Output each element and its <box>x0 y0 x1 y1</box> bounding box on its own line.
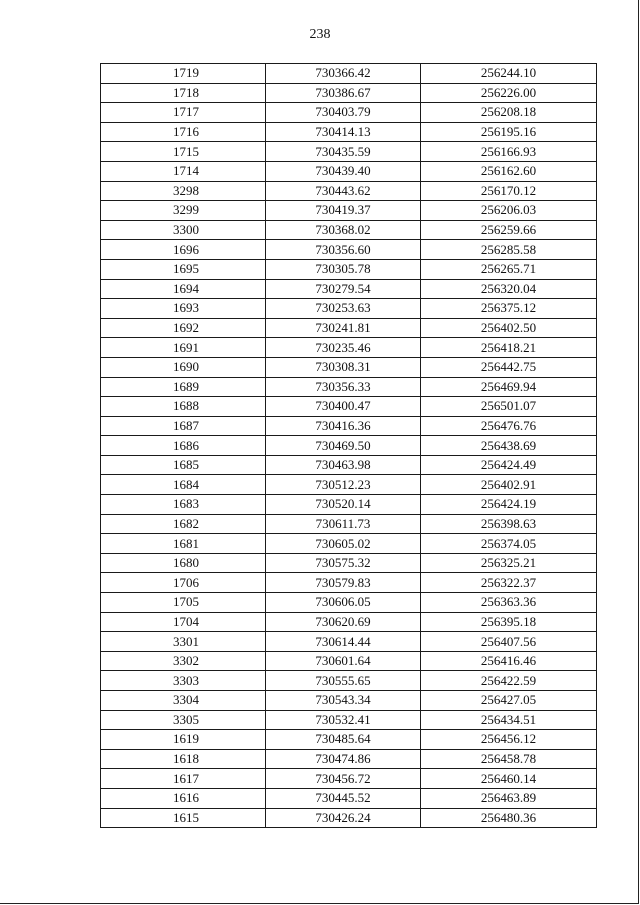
point-number-cell: 1706 <box>101 573 266 593</box>
table-row <box>101 397 597 417</box>
y-coordinate-cell: 256480.36 <box>421 808 597 828</box>
x-coordinate-cell: 730426.24 <box>266 808 421 828</box>
y-coordinate-cell: 256395.18 <box>421 612 597 632</box>
table-row <box>101 749 597 769</box>
y-coordinate-cell: 256244.10 <box>421 64 597 84</box>
x-coordinate-cell: 730445.52 <box>266 788 421 808</box>
table-row <box>101 357 597 377</box>
y-coordinate-cell: 256265.71 <box>421 259 597 279</box>
point-number-cell: 1682 <box>101 514 266 534</box>
y-coordinate-cell: 256456.12 <box>421 730 597 750</box>
y-coordinate-cell: 256322.37 <box>421 573 597 593</box>
point-number-cell: 1695 <box>101 259 266 279</box>
x-coordinate-cell: 730253.63 <box>266 299 421 319</box>
point-number-cell: 1716 <box>101 122 266 142</box>
table-row <box>101 691 597 711</box>
table-row <box>101 495 597 515</box>
table-row <box>101 651 597 671</box>
y-coordinate-cell: 256476.76 <box>421 416 597 436</box>
x-coordinate-cell: 730386.67 <box>266 83 421 103</box>
table-row <box>101 299 597 319</box>
x-coordinate-cell: 730439.40 <box>266 161 421 181</box>
x-coordinate-cell: 730532.41 <box>266 710 421 730</box>
y-coordinate-cell: 256325.21 <box>421 553 597 573</box>
x-coordinate-cell: 730366.42 <box>266 64 421 84</box>
x-coordinate-cell: 730601.64 <box>266 651 421 671</box>
x-coordinate-cell: 730356.60 <box>266 240 421 260</box>
point-number-cell: 1681 <box>101 534 266 554</box>
table-row <box>101 220 597 240</box>
table-row <box>101 436 597 456</box>
x-coordinate-cell: 730485.64 <box>266 730 421 750</box>
point-number-cell: 1686 <box>101 436 266 456</box>
point-number-cell: 1689 <box>101 377 266 397</box>
coordinates-table <box>100 63 597 828</box>
table-row <box>101 201 597 221</box>
table-row <box>101 240 597 260</box>
table-row <box>101 769 597 789</box>
y-coordinate-cell: 256375.12 <box>421 299 597 319</box>
point-number-cell: 1705 <box>101 593 266 613</box>
table-row <box>101 83 597 103</box>
y-coordinate-cell: 256285.58 <box>421 240 597 260</box>
x-coordinate-cell: 730620.69 <box>266 612 421 632</box>
table-row <box>101 514 597 534</box>
x-coordinate-cell: 730416.36 <box>266 416 421 436</box>
y-coordinate-cell: 256438.69 <box>421 436 597 456</box>
table-row <box>101 64 597 84</box>
y-coordinate-cell: 256407.56 <box>421 632 597 652</box>
point-number-cell: 1683 <box>101 495 266 515</box>
table-row <box>101 103 597 123</box>
x-coordinate-cell: 730606.05 <box>266 593 421 613</box>
x-coordinate-cell: 730579.83 <box>266 573 421 593</box>
x-coordinate-cell: 730469.50 <box>266 436 421 456</box>
table-row <box>101 632 597 652</box>
table-row <box>101 377 597 397</box>
table-row <box>101 122 597 142</box>
table-row <box>101 730 597 750</box>
point-number-cell: 1715 <box>101 142 266 162</box>
table-row <box>101 142 597 162</box>
point-number-cell: 3300 <box>101 220 266 240</box>
x-coordinate-cell: 730456.72 <box>266 769 421 789</box>
table-row <box>101 181 597 201</box>
y-coordinate-cell: 256363.36 <box>421 593 597 613</box>
table-row <box>101 671 597 691</box>
table-row <box>101 338 597 358</box>
point-number-cell: 3304 <box>101 691 266 711</box>
y-coordinate-cell: 256427.05 <box>421 691 597 711</box>
point-number-cell: 1687 <box>101 416 266 436</box>
table-row <box>101 279 597 299</box>
x-coordinate-cell: 730474.86 <box>266 749 421 769</box>
page-number: 238 <box>309 27 331 42</box>
point-number-cell: 1692 <box>101 318 266 338</box>
x-coordinate-cell: 730356.33 <box>266 377 421 397</box>
y-coordinate-cell: 256226.00 <box>421 83 597 103</box>
point-number-cell: 1615 <box>101 808 266 828</box>
point-number-cell: 3299 <box>101 201 266 221</box>
x-coordinate-cell: 730419.37 <box>266 201 421 221</box>
y-coordinate-cell: 256460.14 <box>421 769 597 789</box>
y-coordinate-cell: 256398.63 <box>421 514 597 534</box>
point-number-cell: 1688 <box>101 397 266 417</box>
table-row <box>101 612 597 632</box>
point-number-cell: 1616 <box>101 788 266 808</box>
y-coordinate-cell: 256416.46 <box>421 651 597 671</box>
x-coordinate-cell: 730305.78 <box>266 259 421 279</box>
x-coordinate-cell: 730512.23 <box>266 475 421 495</box>
table-row <box>101 534 597 554</box>
point-number-cell: 1691 <box>101 338 266 358</box>
x-coordinate-cell: 730400.47 <box>266 397 421 417</box>
x-coordinate-cell: 730241.81 <box>266 318 421 338</box>
y-coordinate-cell: 256259.66 <box>421 220 597 240</box>
y-coordinate-cell: 256170.12 <box>421 181 597 201</box>
x-coordinate-cell: 730611.73 <box>266 514 421 534</box>
y-coordinate-cell: 256424.19 <box>421 495 597 515</box>
point-number-cell: 1684 <box>101 475 266 495</box>
y-coordinate-cell: 256402.91 <box>421 475 597 495</box>
point-number-cell: 1693 <box>101 299 266 319</box>
table-row <box>101 573 597 593</box>
y-coordinate-cell: 256206.03 <box>421 201 597 221</box>
point-number-cell: 1717 <box>101 103 266 123</box>
point-number-cell: 3305 <box>101 710 266 730</box>
y-coordinate-cell: 256166.93 <box>421 142 597 162</box>
y-coordinate-cell: 256162.60 <box>421 161 597 181</box>
y-coordinate-cell: 256374.05 <box>421 534 597 554</box>
x-coordinate-cell: 730605.02 <box>266 534 421 554</box>
point-number-cell: 1617 <box>101 769 266 789</box>
x-coordinate-cell: 730614.44 <box>266 632 421 652</box>
coordinates-table-body <box>101 64 597 828</box>
x-coordinate-cell: 730403.79 <box>266 103 421 123</box>
x-coordinate-cell: 730414.13 <box>266 122 421 142</box>
x-coordinate-cell: 730279.54 <box>266 279 421 299</box>
table-row <box>101 259 597 279</box>
y-coordinate-cell: 256418.21 <box>421 338 597 358</box>
table-row <box>101 788 597 808</box>
point-number-cell: 3301 <box>101 632 266 652</box>
y-coordinate-cell: 256458.78 <box>421 749 597 769</box>
y-coordinate-cell: 256463.89 <box>421 788 597 808</box>
y-coordinate-cell: 256402.50 <box>421 318 597 338</box>
point-number-cell: 1680 <box>101 553 266 573</box>
point-number-cell: 1704 <box>101 612 266 632</box>
table-row <box>101 416 597 436</box>
x-coordinate-cell: 730463.98 <box>266 455 421 475</box>
x-coordinate-cell: 730543.34 <box>266 691 421 711</box>
point-number-cell: 1694 <box>101 279 266 299</box>
table-row <box>101 455 597 475</box>
point-number-cell: 3303 <box>101 671 266 691</box>
table-row <box>101 318 597 338</box>
table-row <box>101 808 597 828</box>
point-number-cell: 1714 <box>101 161 266 181</box>
x-coordinate-cell: 730575.32 <box>266 553 421 573</box>
point-number-cell: 1690 <box>101 357 266 377</box>
x-coordinate-cell: 730435.59 <box>266 142 421 162</box>
point-number-cell: 1696 <box>101 240 266 260</box>
table-row <box>101 593 597 613</box>
x-coordinate-cell: 730520.14 <box>266 495 421 515</box>
table-row <box>101 475 597 495</box>
x-coordinate-cell: 730235.46 <box>266 338 421 358</box>
point-number-cell: 1719 <box>101 64 266 84</box>
y-coordinate-cell: 256195.16 <box>421 122 597 142</box>
y-coordinate-cell: 256434.51 <box>421 710 597 730</box>
point-number-cell: 1718 <box>101 83 266 103</box>
y-coordinate-cell: 256501.07 <box>421 397 597 417</box>
y-coordinate-cell: 256320.04 <box>421 279 597 299</box>
table-row <box>101 553 597 573</box>
table-row <box>101 710 597 730</box>
point-number-cell: 1619 <box>101 730 266 750</box>
point-number-cell: 1685 <box>101 455 266 475</box>
point-number-cell: 1618 <box>101 749 266 769</box>
y-coordinate-cell: 256442.75 <box>421 357 597 377</box>
y-coordinate-cell: 256424.49 <box>421 455 597 475</box>
y-coordinate-cell: 256208.18 <box>421 103 597 123</box>
y-coordinate-cell: 256422.59 <box>421 671 597 691</box>
x-coordinate-cell: 730368.02 <box>266 220 421 240</box>
point-number-cell: 3302 <box>101 651 266 671</box>
y-coordinate-cell: 256469.94 <box>421 377 597 397</box>
x-coordinate-cell: 730555.65 <box>266 671 421 691</box>
x-coordinate-cell: 730308.31 <box>266 357 421 377</box>
table-row <box>101 161 597 181</box>
point-number-cell: 3298 <box>101 181 266 201</box>
x-coordinate-cell: 730443.62 <box>266 181 421 201</box>
